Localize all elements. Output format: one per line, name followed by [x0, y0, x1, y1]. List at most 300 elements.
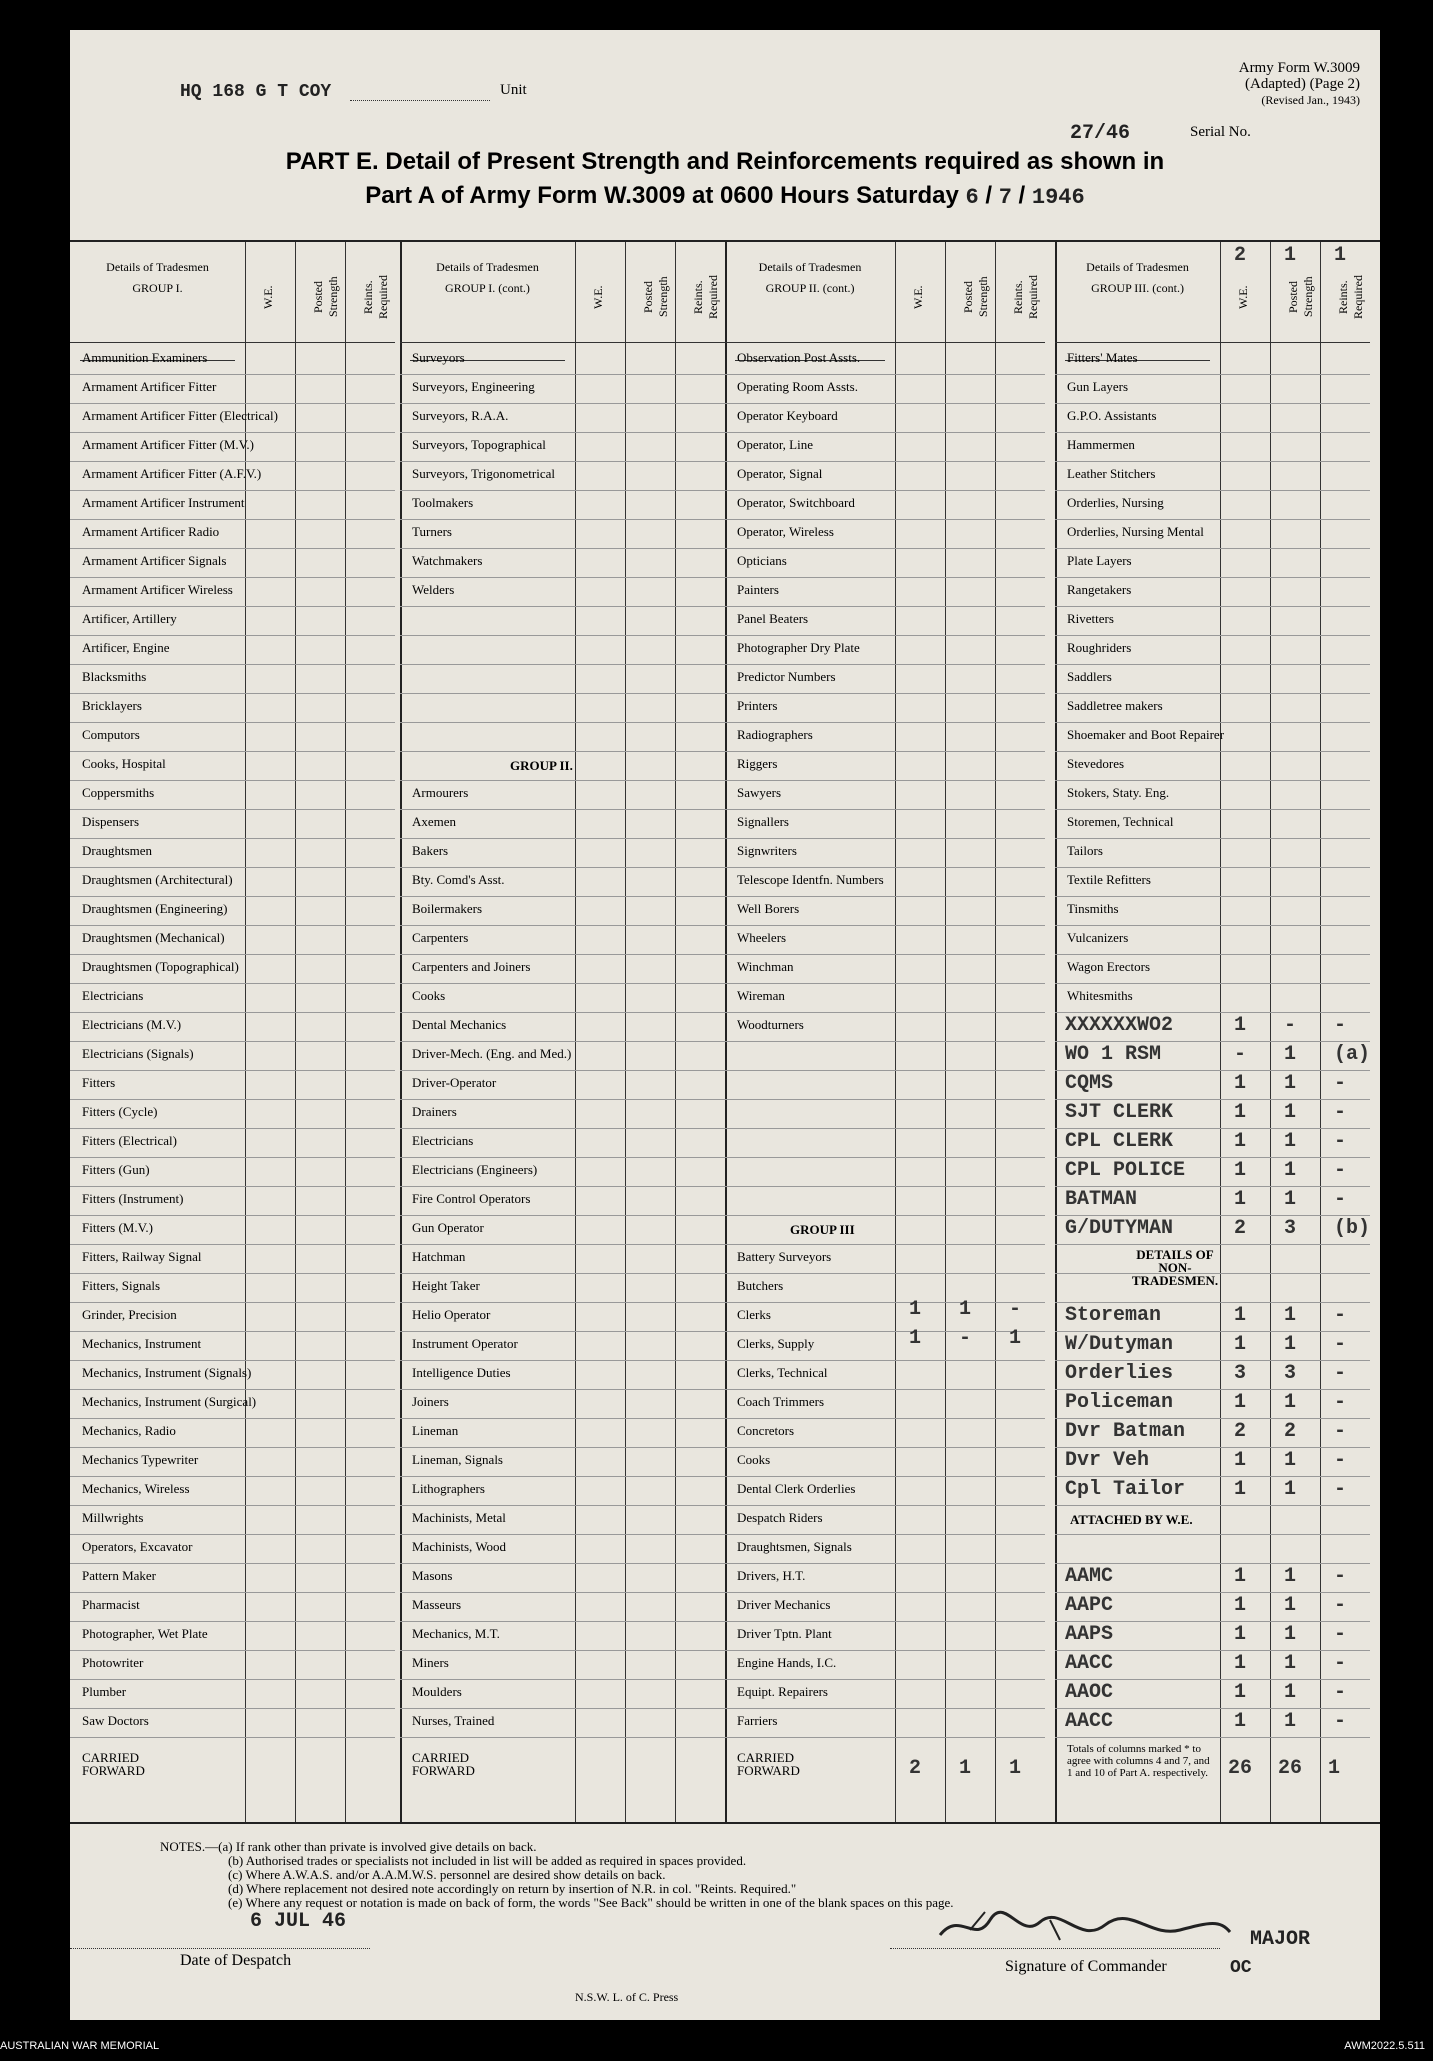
g1-row: Bricklayers	[82, 698, 142, 713]
table-row	[1055, 1389, 1370, 1390]
table-row	[725, 548, 1045, 549]
table-row	[1055, 1012, 1370, 1013]
g2-row: Electricians (Engineers)	[412, 1162, 538, 1177]
g3-value-ps: 1	[959, 1298, 972, 1321]
g1-row: Draughtsmen (Topographical)	[82, 959, 239, 974]
table-row	[400, 1273, 725, 1274]
g1-row: Ammunition Examiners	[82, 350, 208, 365]
despatch-date: 6 JUL 46	[250, 1910, 347, 1933]
table-row	[1055, 1157, 1370, 1158]
g1-row: Fitters (Electrical)	[82, 1133, 177, 1148]
nontrade-rr: -	[1334, 1478, 1347, 1501]
group-head-text: GROUP I. (cont.)	[445, 281, 530, 295]
table-row	[70, 1447, 395, 1448]
note-a: NOTES.—(a) If rank other than private is involved give details on back.	[160, 1839, 537, 1854]
details-head-text: Details of Tradesmen	[436, 260, 539, 274]
table-row	[1055, 1447, 1370, 1448]
table-row	[70, 1244, 395, 1245]
table-row	[1055, 1302, 1370, 1303]
g1-row: Blacksmiths	[82, 669, 147, 684]
nontrade-name: Cpl Tailor	[1065, 1478, 1186, 1501]
nontrade-we: 1	[1234, 1304, 1247, 1327]
value-head-reints: Reints. Required	[691, 275, 720, 319]
attached-name: AAPC	[1065, 1594, 1114, 1617]
table-row	[70, 1128, 395, 1129]
table-row	[70, 1273, 395, 1274]
nontrades-heading: DETAILS OF NON-TRADESMEN.	[1131, 1247, 1219, 1288]
table-row	[70, 1621, 395, 1622]
typed-ps: 1	[1284, 1043, 1297, 1066]
table-row	[725, 780, 1045, 781]
table-row	[1055, 896, 1370, 897]
table-row	[725, 1592, 1045, 1593]
g1c-row: Surveyors	[412, 350, 465, 365]
note-e: (e) Where any request or notation is made on back of form, the words "See Back" should be written in one of the blank spaces on this page.	[228, 1895, 954, 1910]
g1-row: Fitters (Instrument)	[82, 1191, 184, 1206]
table-row	[725, 1215, 1045, 1216]
g3c-row: Tailors	[1067, 843, 1103, 858]
typed-we: 1	[1234, 1072, 1247, 1095]
attached-name: AACC	[1065, 1652, 1114, 1675]
g2c-row: Painters	[737, 582, 779, 597]
table-row	[725, 1331, 1045, 1332]
g3c-row: G.P.O. Assistants	[1067, 408, 1157, 423]
g1-row: Fitters (Cycle)	[82, 1104, 158, 1119]
table-row	[400, 635, 725, 636]
g1-row: Pattern Maker	[82, 1568, 157, 1583]
g3-row: Draughtsmen, Signals	[737, 1539, 852, 1554]
g2c-row: Woodturners	[737, 1017, 804, 1032]
nontrade-ps: 3	[1284, 1362, 1297, 1385]
typed-we: 1	[1234, 1130, 1247, 1153]
title-line-1: PART E. Detail of Present Strength and Reinforcements required as shown in	[285, 148, 1165, 175]
typed-rr: -	[1334, 1101, 1347, 1124]
g2-row: Joiners	[412, 1394, 449, 1409]
g3-value-rr: -	[1009, 1298, 1022, 1321]
group-head-text: GROUP I.	[132, 281, 183, 295]
table-row	[400, 751, 725, 752]
g4-head-rr: 1	[1334, 244, 1347, 267]
cf-col4-rr: 1	[1328, 1757, 1341, 1780]
table-row	[70, 1737, 395, 1738]
g1-row: Millwrights	[82, 1510, 144, 1525]
table-row	[400, 664, 725, 665]
nontrade-rr: -	[1334, 1449, 1347, 1472]
g1-row: Mechanics Typewriter	[82, 1452, 199, 1467]
title-line-2-text: Part A of Army Form W.3009 at 0600 Hours Saturday	[365, 182, 959, 209]
table-row	[725, 1070, 1045, 1071]
typed-we: 1	[1234, 1159, 1247, 1182]
g2c-row: Well Borers	[737, 901, 800, 916]
attached-heading: ATTACHED BY W.E.	[1070, 1512, 1193, 1527]
g4-head-we: 2	[1234, 244, 1247, 267]
details-head-text: Details of Tradesmen	[758, 260, 862, 274]
typed-name: G/DUTYMAN	[1065, 1217, 1174, 1240]
typed-ps: 1	[1284, 1159, 1297, 1182]
g2c-row: Opticians	[737, 553, 787, 568]
table-row	[400, 1592, 725, 1593]
table-row	[1055, 664, 1370, 665]
date-year: 1946	[1031, 185, 1085, 210]
attached-ps: 1	[1284, 1681, 1297, 1704]
g2c-row: Photographer Dry Plate	[737, 640, 860, 655]
g3c-row: Leather Stitchers	[1067, 466, 1156, 481]
table-row	[725, 664, 1045, 665]
g1c-row: Surveyors, R.A.A.	[412, 408, 509, 423]
table-row	[70, 1099, 395, 1100]
value-head-reints: Reints. Required	[361, 275, 390, 319]
table-row	[400, 403, 725, 404]
table-row	[1055, 1592, 1370, 1593]
unit-dots	[350, 100, 490, 101]
attached-name: AACC	[1065, 1710, 1114, 1733]
g3-row: Battery Surveyors	[737, 1249, 832, 1264]
table-row	[70, 1302, 395, 1303]
attached-rr: -	[1334, 1594, 1347, 1617]
g3-row: Despatch Riders	[737, 1510, 823, 1525]
g1c-row: Toolmakers	[412, 495, 474, 510]
table-row	[70, 548, 395, 549]
nontrade-name: Dvr Veh	[1065, 1449, 1150, 1472]
commander-signature	[930, 1900, 1250, 1960]
details-head	[80, 242, 235, 361]
g3c-row: Roughriders	[1067, 640, 1132, 655]
value-column-line	[895, 242, 896, 1822]
table-row	[70, 1157, 395, 1158]
attached-name: AAOC	[1065, 1681, 1114, 1704]
details-head	[410, 242, 565, 361]
table-row	[400, 722, 725, 723]
g2c-row: Panel Beaters	[737, 611, 809, 626]
table-row	[1055, 1070, 1370, 1071]
table-row	[725, 1157, 1045, 1158]
table-row	[70, 1650, 395, 1651]
header-rule	[70, 342, 395, 343]
g3c-row: Saddletree makers	[1067, 698, 1163, 713]
table-row	[70, 1389, 395, 1390]
table-row	[725, 1302, 1045, 1303]
note-d: (d) Where replacement not desired note accordingly on return by insertion of N.R. in col. "Reints. Required."	[228, 1881, 797, 1896]
table-row	[400, 780, 725, 781]
g3-row: Cooks	[737, 1452, 771, 1467]
attached-rr: -	[1334, 1710, 1347, 1733]
g2c-row: Riggers	[737, 756, 778, 771]
g1-row: Photowriter	[82, 1655, 144, 1670]
group-divider	[400, 242, 402, 1822]
g2-row: Cooks	[412, 988, 446, 1003]
table-row	[400, 896, 725, 897]
typed-name: CQMS	[1065, 1072, 1114, 1095]
value-head-reints: Reints. Required	[1336, 275, 1365, 319]
table-row	[400, 490, 725, 491]
table-row	[70, 954, 395, 955]
typed-we: 1	[1234, 1101, 1247, 1124]
table-row	[1055, 1215, 1370, 1216]
g2-row: Electricians	[412, 1133, 474, 1148]
table-row	[70, 780, 395, 781]
header-rule	[400, 342, 725, 343]
table-row	[70, 1418, 395, 1419]
table-row	[725, 896, 1045, 897]
table-row	[725, 432, 1045, 433]
unit-value: HQ 168 G T COY	[180, 82, 332, 102]
table-row	[70, 722, 395, 723]
table-row	[400, 954, 725, 955]
g1-row: Plumber	[82, 1684, 127, 1699]
attached-we: 1	[1234, 1681, 1247, 1704]
table-row	[70, 693, 395, 694]
typed-rr: -	[1334, 1014, 1347, 1037]
table-row	[725, 1534, 1045, 1535]
g1-row: Draughtsmen (Architectural)	[82, 872, 233, 887]
g2-row: Miners	[412, 1655, 449, 1670]
table-row	[725, 1273, 1045, 1274]
table-row	[725, 1244, 1045, 1245]
value-head-posted: Posted Strength	[1286, 276, 1315, 318]
cf-col3-we: 2	[909, 1757, 922, 1780]
table-row	[70, 664, 395, 665]
table-row	[400, 1650, 725, 1651]
table-row	[725, 635, 1045, 636]
g1c-row: Watchmakers	[412, 553, 483, 568]
g2c-row: Signwriters	[737, 843, 797, 858]
table-row	[400, 1186, 725, 1187]
g1-row: Electricians (Signals)	[82, 1046, 194, 1061]
g2c-row: Operator Keyboard	[737, 408, 838, 423]
table-row	[1055, 519, 1370, 520]
table-row	[725, 867, 1045, 868]
table-row	[1055, 751, 1370, 752]
g3c-row: Vulcanizers	[1067, 930, 1129, 945]
table-row	[70, 1592, 395, 1593]
g1-row: Photographer, Wet Plate	[82, 1626, 208, 1641]
table-row	[725, 983, 1045, 984]
table-row	[70, 577, 395, 578]
g2-row: Fire Control Operators	[412, 1191, 531, 1206]
form-line-1: Army Form W.3009	[1238, 60, 1360, 76]
g2-row: Dental Mechanics	[412, 1017, 507, 1032]
g1-row: Fitters, Signals	[82, 1278, 161, 1293]
g3-row: Clerks, Technical	[737, 1365, 828, 1380]
table-row	[70, 1534, 395, 1535]
g2c-row: Signallers	[737, 814, 789, 829]
g1-row: Armament Artificer Instrument	[82, 495, 245, 510]
form-line-2: (Adapted) (Page 2)	[1245, 76, 1360, 92]
g1-row: Armament Artificer Fitter (A.F.V.)	[82, 466, 262, 481]
attached-ps: 1	[1284, 1710, 1297, 1733]
g2c-row: Operating Room Assts.	[737, 379, 858, 394]
g3c-row: Rivetters	[1067, 611, 1114, 626]
table-row	[1055, 577, 1370, 578]
nontrade-ps: 1	[1284, 1391, 1297, 1414]
table-row	[725, 1737, 1045, 1738]
attached-ps: 1	[1284, 1623, 1297, 1646]
value-column-line	[575, 242, 576, 1822]
g2-row: Gun Operator	[412, 1220, 484, 1235]
despatch-label: Date of Despatch	[180, 1952, 292, 1969]
table-row	[70, 1505, 395, 1506]
table-row	[400, 983, 725, 984]
table-row	[1055, 1360, 1370, 1361]
attached-ps: 1	[1284, 1565, 1297, 1588]
g1-row: Draughtsmen	[82, 843, 153, 858]
value-head-reints: Reints. Required	[1011, 275, 1040, 319]
table-row	[400, 1621, 725, 1622]
g3-value-rr: 1	[1009, 1327, 1022, 1350]
form-id	[1239, 60, 1360, 108]
nontrade-name: Policeman	[1065, 1391, 1174, 1414]
table-row	[400, 1244, 725, 1245]
table-row	[400, 1679, 725, 1680]
table-row	[70, 838, 395, 839]
despatch-dots	[70, 1948, 370, 1949]
g1-row: Armament Artificer Fitter (Electrical)	[82, 408, 278, 423]
g3c-row: Tinsmiths	[1067, 901, 1119, 916]
g3-row: Equipt. Repairers	[737, 1684, 828, 1699]
table-row	[1055, 1534, 1370, 1535]
g1-row: Electricians	[82, 988, 144, 1003]
g1-row: Computors	[82, 727, 140, 742]
table-row	[1055, 1476, 1370, 1477]
typed-ps: -	[1284, 1014, 1297, 1037]
attached-rr: -	[1334, 1681, 1347, 1704]
typed-we: 1	[1234, 1188, 1247, 1211]
table-row	[70, 403, 395, 404]
value-column-line	[1320, 242, 1321, 1822]
g1-row: Fitters (M.V.)	[82, 1220, 153, 1235]
group-head-text: GROUP II. (cont.)	[765, 281, 855, 295]
table-row	[1055, 1621, 1370, 1622]
g3c-row: Rangetakers	[1067, 582, 1132, 597]
g3c-row: Orderlies, Nursing Mental	[1067, 524, 1204, 539]
table-row	[400, 519, 725, 520]
table-row	[70, 751, 395, 752]
table-row	[70, 374, 395, 375]
g1-row: Armament Artificer Fitter	[82, 379, 217, 394]
table-row	[70, 1563, 395, 1564]
table-row	[1055, 867, 1370, 868]
details-head	[735, 242, 885, 361]
g1-row: Fitters, Railway Signal	[82, 1249, 202, 1264]
table-row	[725, 461, 1045, 462]
table-row	[725, 403, 1045, 404]
table-row	[400, 432, 725, 433]
table-row	[1055, 490, 1370, 491]
table-row	[1055, 606, 1370, 607]
g1c-row: Surveyors, Engineering	[412, 379, 535, 394]
group-head-text: GROUP III. (cont.)	[1091, 281, 1184, 295]
table-row	[1055, 461, 1370, 462]
g2c-row: Operator, Switchboard	[737, 495, 855, 510]
value-head-posted: Posted Strength	[961, 276, 990, 318]
table-row	[400, 1505, 725, 1506]
g1-row: Armament Artificer Signals	[82, 553, 227, 568]
value-head-posted: Posted Strength	[311, 276, 340, 318]
serial-label: Serial No.	[1190, 124, 1251, 140]
g1-row: Armament Artificer Fitter (M.V.)	[82, 437, 254, 452]
form-sheet	[70, 30, 1380, 2020]
table-row	[725, 1128, 1045, 1129]
unit-label: Unit	[500, 82, 527, 98]
g1c-row: Turners	[412, 524, 452, 539]
table-row	[400, 1128, 725, 1129]
oc-text: OC	[1230, 1958, 1252, 1978]
g3c-row: Wagon Erectors	[1067, 959, 1151, 974]
details-head	[1065, 242, 1210, 361]
table-row	[725, 1679, 1045, 1680]
g3-row: Dental Clerk Orderlies	[737, 1481, 856, 1496]
table-row	[70, 461, 395, 462]
g3c-row: Orderlies, Nursing	[1067, 495, 1164, 510]
table-row	[70, 1186, 395, 1187]
table-row	[1055, 1041, 1370, 1042]
g1-row: Pharmacist	[82, 1597, 140, 1612]
table-row	[1055, 780, 1370, 781]
table-row	[1055, 954, 1370, 955]
table-row	[1055, 432, 1370, 433]
value-head-we: W.E.	[911, 285, 925, 309]
value-head-we: W.E.	[1236, 285, 1250, 309]
footer-right: AWM2022.5.511	[1344, 2040, 1425, 2052]
g3c-row: Fitters' Mates	[1067, 350, 1138, 365]
g1-row: Electricians (M.V.)	[82, 1017, 182, 1032]
table-row	[725, 954, 1045, 955]
typed-name: WO 1 RSM	[1065, 1043, 1162, 1066]
g1-row: Saw Doctors	[82, 1713, 149, 1728]
table-row	[725, 1476, 1045, 1477]
g2c-row: Radiographers	[737, 727, 813, 742]
table-row	[400, 1563, 725, 1564]
g2-row: Axemen	[412, 814, 457, 829]
value-head-we: W.E.	[591, 285, 605, 309]
table-row	[1055, 403, 1370, 404]
g1-row: Cooks, Hospital	[82, 756, 166, 771]
g2-row: Hatchman	[412, 1249, 466, 1264]
table-row	[400, 1389, 725, 1390]
table-row	[400, 1041, 725, 1042]
table-row	[70, 1041, 395, 1042]
nontrade-ps: 1	[1284, 1478, 1297, 1501]
table-row	[725, 925, 1045, 926]
cf-col4-ps: 26	[1278, 1757, 1303, 1780]
table-row	[400, 1534, 725, 1535]
table-row	[70, 1331, 395, 1332]
g1-row: Draughtsmen (Mechanical)	[82, 930, 225, 945]
table-row	[400, 925, 725, 926]
table-row	[1055, 1244, 1370, 1245]
g2-row: Nurses, Trained	[412, 1713, 495, 1728]
table-row	[400, 1476, 725, 1477]
g3-value-we: 1	[909, 1327, 922, 1350]
table-row	[70, 1679, 395, 1680]
attached-we: 1	[1234, 1623, 1247, 1646]
g3-row: Driver Mechanics	[737, 1597, 831, 1612]
table-row	[725, 1099, 1045, 1100]
g1-row: Dispensers	[82, 814, 140, 829]
nontrade-name: W/Dutyman	[1065, 1333, 1174, 1356]
g2-row: Height Taker	[412, 1278, 480, 1293]
attached-rr: -	[1334, 1565, 1347, 1588]
header-rule	[1055, 342, 1370, 343]
typed-rr: -	[1334, 1072, 1347, 1095]
table-row	[70, 809, 395, 810]
g2-row: Helio Operator	[412, 1307, 491, 1322]
table-row	[400, 1215, 725, 1216]
g4-head-ps: 1	[1284, 244, 1297, 267]
g3-row: Farriers	[737, 1713, 778, 1728]
table-row	[725, 693, 1045, 694]
typed-rr: -	[1334, 1130, 1347, 1153]
